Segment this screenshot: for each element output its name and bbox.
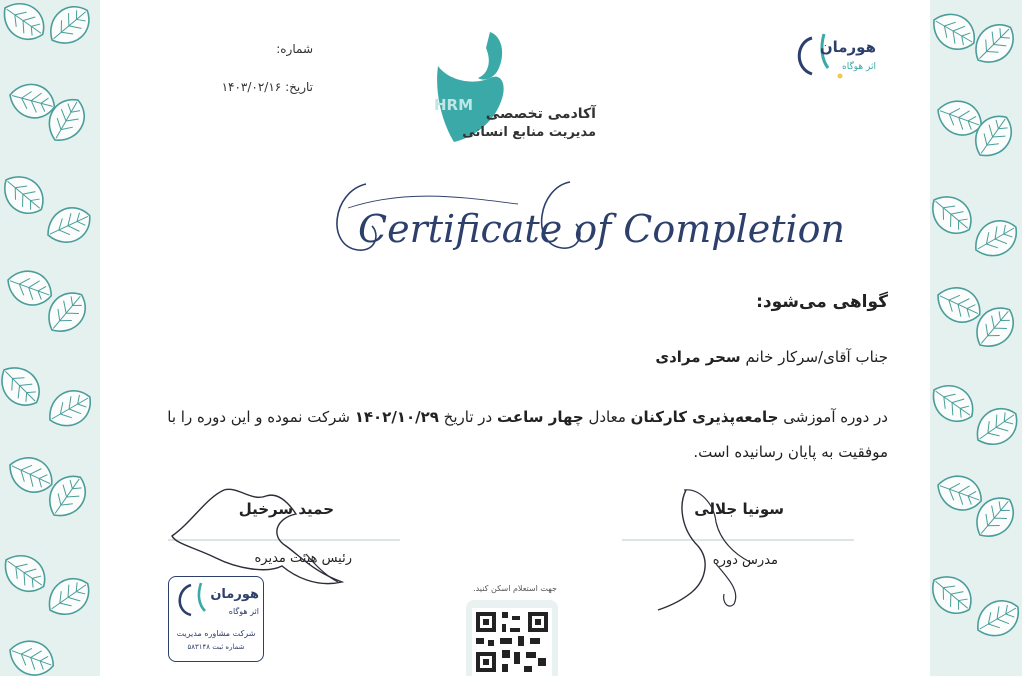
right-signatory-name: سونیا جلالی [694, 500, 784, 518]
certificate-title-text: Certificate of Completion [358, 207, 846, 251]
date-value: ۱۴۰۳/۰۲/۱۶ [221, 80, 282, 94]
left-leaf-border [0, 0, 100, 676]
certificate-title [318, 168, 846, 268]
number-label: شماره: [276, 42, 313, 56]
left-leaf-pattern [0, 0, 100, 676]
company-stamp [168, 576, 264, 662]
course-date: ۱۴۰۲/۱۰/۲۹ [354, 408, 439, 426]
stamp-brand: هورمان [210, 587, 259, 602]
body-line-2: موفقیت به پایان رسانیده است. [693, 443, 888, 461]
recipient-prefix: جناب آقای/سرکار خانم [740, 348, 888, 366]
stamp-company: شرکت مشاوره مدیریت [176, 629, 256, 638]
recipient-line [655, 348, 888, 366]
course-duration: چهار ساعت [496, 408, 584, 426]
recipient-name: سحر مرادی [655, 348, 741, 366]
certificate-number [215, 42, 313, 56]
declaration-heading: گواهی می‌شود: [756, 292, 888, 312]
date-label: تاریخ: [285, 80, 313, 94]
body-line-1 [150, 408, 888, 426]
brand-logo-icon [790, 28, 882, 88]
left-signatory-title: رئیس هیئت مدیره [254, 551, 352, 566]
body-part3: در تاریخ [438, 408, 497, 426]
brand-name: هورمان [819, 38, 876, 56]
right-leaf-border [930, 0, 1022, 676]
qr-code-icon[interactable] [472, 608, 552, 676]
body-part1: در دوره آموزشی [778, 408, 888, 426]
stamp-registration: شماره ثبت ۵۸۳۱۴۸ [187, 643, 245, 651]
verification-label: جهت استعلام اسکن کنید. [473, 584, 557, 593]
brand-logo [790, 28, 882, 88]
left-margin [100, 0, 122, 676]
body-part2: معادل [583, 408, 631, 426]
qr-frame [466, 600, 558, 676]
left-signatory-name: حمید سرخیل [238, 500, 334, 518]
course-name: جامعه‌پذیری کارکنان [630, 408, 779, 426]
academy-line1: آکادمی تخصصی [485, 106, 596, 122]
body-part4: شرکت نموده و این دوره را با [167, 408, 355, 426]
brand-tagline: اثر هوگاه [842, 62, 876, 72]
right-signature-icon [650, 484, 760, 614]
stamp-sub: اثر هوگاه [228, 607, 259, 616]
academy-logo [420, 26, 610, 156]
right-signatory-title: مدرس دوره [712, 553, 778, 568]
academy-line2: مدیریت منابع انسانی [462, 125, 596, 140]
certificate-date [200, 80, 313, 94]
academy-badge-text: HRM [434, 96, 474, 114]
right-margin [900, 0, 930, 676]
right-leaf-pattern [930, 0, 1022, 676]
